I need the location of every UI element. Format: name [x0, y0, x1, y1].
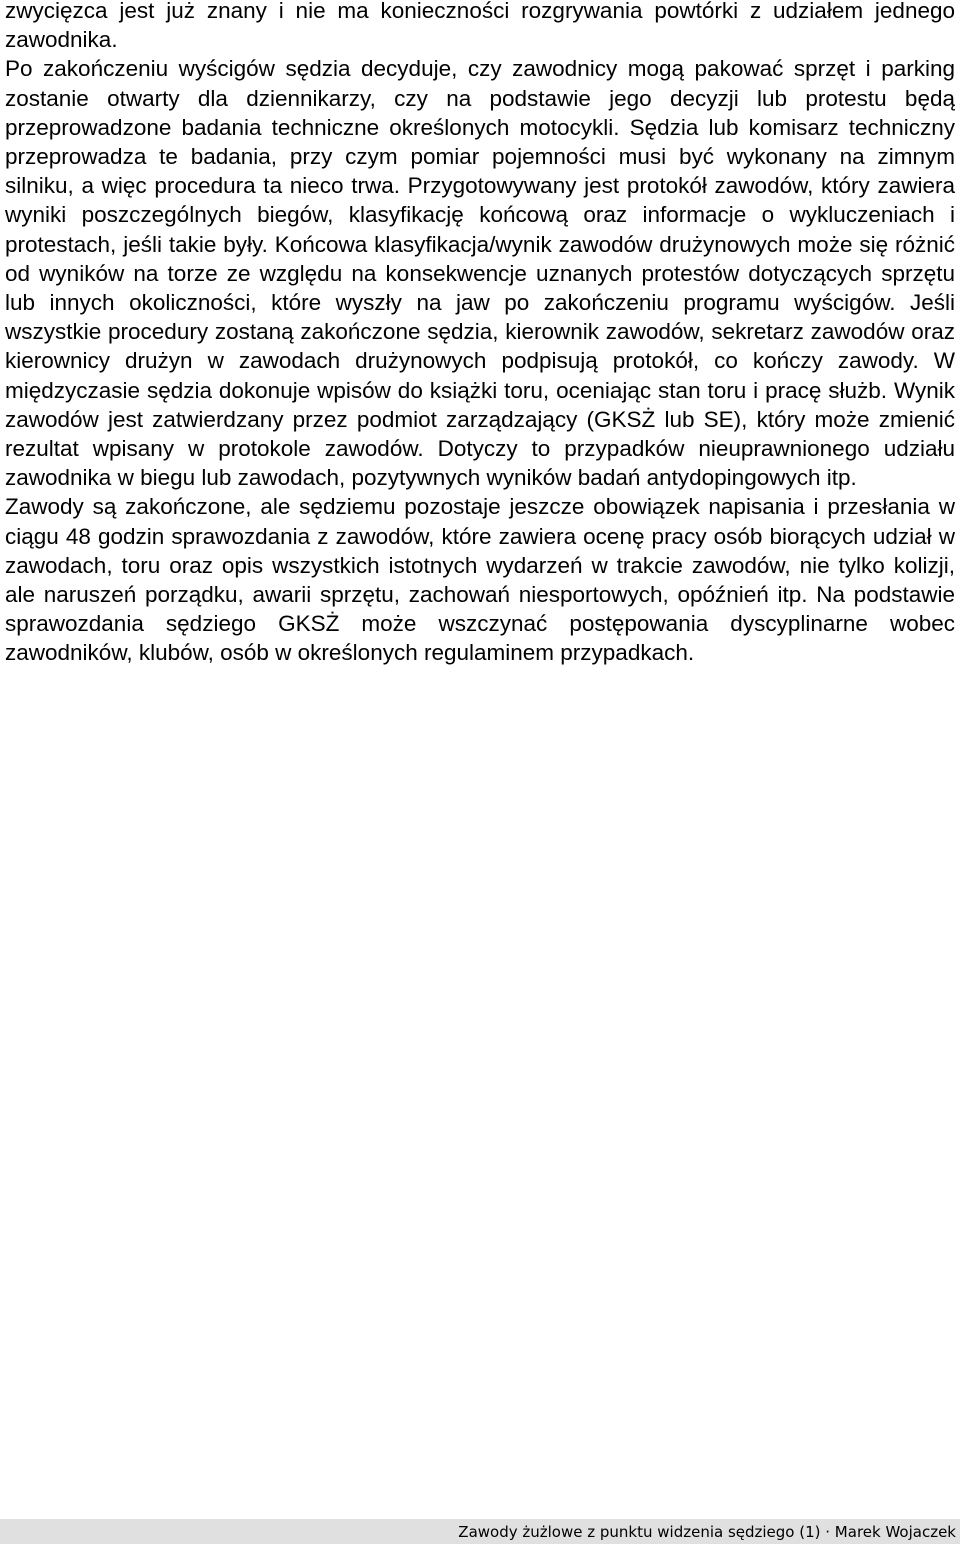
paragraph-referee-report: Zawody są zakończone, ale sędziemu pozostaje jeszcze obowiązek napisania i przesłania w ciągu 48 godzin sprawozdania z zawodów, które zawiera ocenę pracy osób biorących udział w zawodach, toru oraz opis wszystkich istotnych wydarzeń w trakcie zawodów, nie tylko kolizji, ale naruszeń porządku, awarii sprzętu, zachowań niesportowych, opóźnień itp. Na podstawie sprawozdania sędziego GKSŻ może wszczynać postępowania dyscyplinarne wobec zawodników, klubów, osób w określonych regulaminem przypadkach. [5, 494, 955, 666]
paragraph-continuation: zwycięzca jest już znany i nie ma konieczności rozgrywania powtórki z udziałem jednego zawodnika. [5, 0, 955, 53]
document-body [5, 0, 955, 668]
page-footer: Zawody żużlowe z punktu widzenia sędziego (1) · Marek Wojaczek [458, 1523, 956, 1541]
paragraph-post-race-procedures: Po zakończeniu wyścigów sędzia decyduje, czy zawodnicy mogą pakować sprzęt i parking zostanie otwarty dla dziennikarzy, czy na podstawie jego decyzji lub protestu będą przeprowadzone badania techniczne określonych motocykli. Sędzia lub komisarz techniczny przeprowadza te badania, przy czym pomiar pojemności musi być wykonany na zimnym silniku, a więc procedura ta nieco trwa. Przygotowywany jest protokół zawodów, który zawiera wyniki poszczególnych biegów, klasyfikację końcową oraz informacje o wykluczeniach i protestach, jeśli takie były. Końcowa klasyfikacja/wynik zawodów drużynowych może się różnić od wyników na torze ze względu na konsekwencje uznanych protestów dotyczących sprzętu lub innych okoliczności, które wyszły na jaw po zakończeniu programu wyścigów. Jeśli wszystkie procedury zostaną zakończone sędzia, kierownik zawodów, sekretarz zawodów oraz kierownicy drużyn w zawodach drużynowych podpisują protokół, co kończy zawody. W międzyczasie sędzia dokonuje wpisów do książki toru, oceniając stan toru i pracę służb. Wynik zawodów jest zatwierdzany przez podmiot zarządzający (GKSŻ lub SE), który może zmienić rezultat wpisany w protokole zawodów. Dotyczy to przypadków nieuprawnionego udziału zawodnika w biegu lub zawodach, pozytywnych wyników badań antydopingowych itp. [5, 56, 955, 491]
